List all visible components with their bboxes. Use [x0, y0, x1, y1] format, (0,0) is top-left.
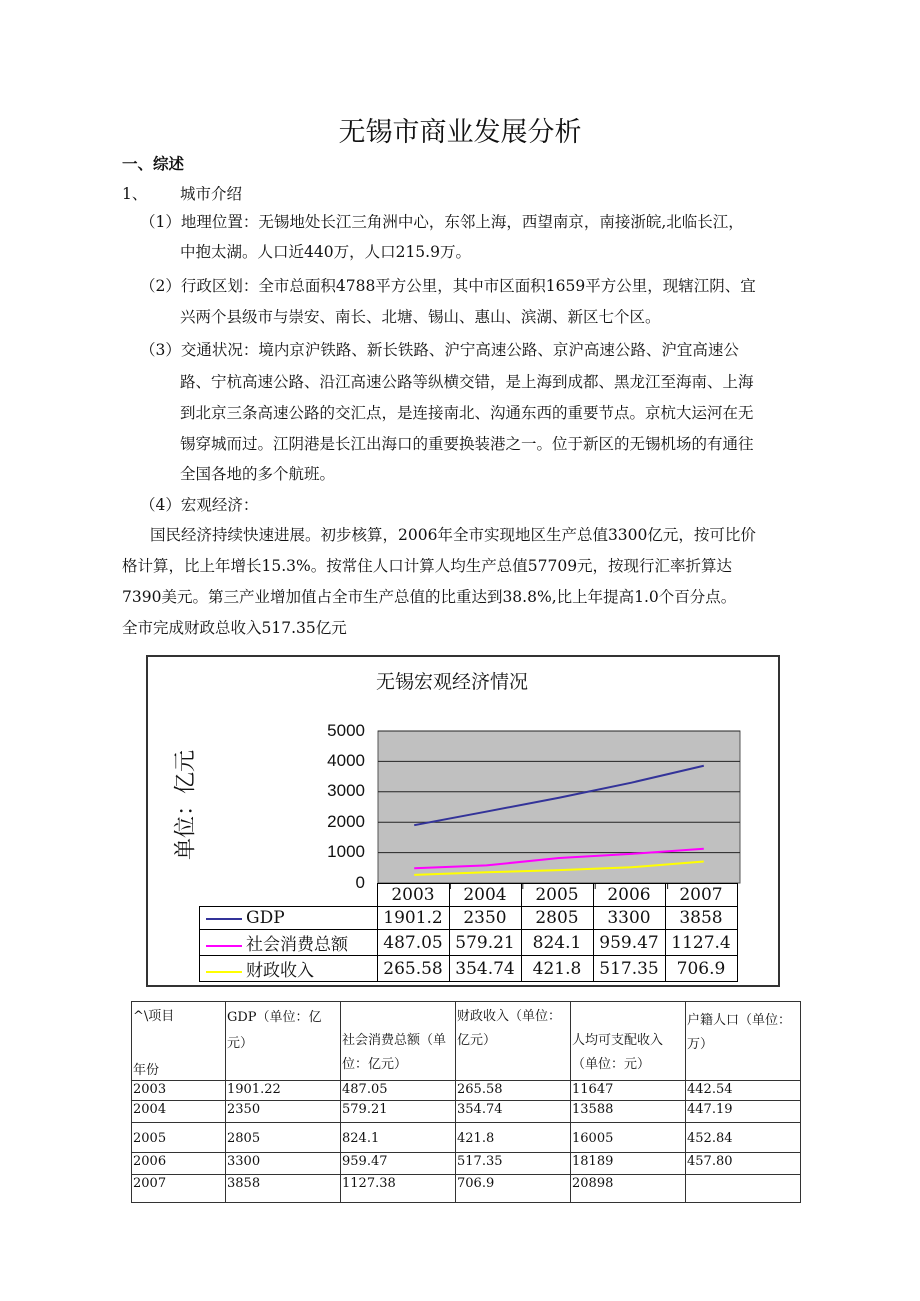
header-text: 万）: [687, 1037, 714, 1052]
traffic-line-2: 路、宁杭高速公路、沿江高速公路等纵横交错，是上海到成都、黑龙江至海南、上海: [180, 373, 754, 391]
admin-line-2: 兴两个县级市与崇安、南长、北塘、锡山、惠山、滨湖、新区七个区。: [180, 308, 661, 326]
chart-y-axis-label: 单位：亿元: [173, 749, 199, 861]
data-label: 1127.4: [665, 930, 737, 956]
header-text: 亿元）: [457, 1033, 497, 1048]
legend-swatch: [206, 971, 242, 973]
subsection-number: 1、: [122, 185, 148, 203]
traffic-line-3: 到北京三条高速公路的交汇点，是连接南北、沟通东西的重要节点。京杭大运河在无: [180, 404, 754, 422]
table-row: [132, 1153, 801, 1175]
legend-swatch: [206, 945, 242, 947]
table-cell: 706.9: [456, 1175, 571, 1203]
table-cell: 3858: [226, 1175, 341, 1203]
table-cell: 20898: [571, 1175, 686, 1203]
table-cell: 11647: [571, 1081, 686, 1101]
table-cell: 579.21: [341, 1101, 456, 1123]
plot-area: [378, 731, 740, 883]
traffic-line-1: （3）交通状况：境内京沪铁路、新长铁路、沪宁高速公路、京沪高速公路、沪宜高速公: [140, 341, 739, 359]
table-cell: 1127.38: [341, 1175, 456, 1203]
traffic-line-5: 全国各地的多个航班。: [180, 465, 336, 483]
table-cell: 2007: [132, 1175, 226, 1203]
data-table: [131, 1001, 801, 1203]
subsection-title: 城市介绍: [180, 185, 243, 203]
header-text: 财政收入（单位：: [457, 1009, 562, 1024]
legend-label: 社会消费总额: [246, 935, 348, 955]
data-label: 959.47: [593, 930, 665, 956]
header-consumption: [341, 1002, 456, 1081]
chart-table-corner: [200, 884, 378, 907]
header-text: GDP（单位：亿: [227, 1010, 322, 1025]
chart-table-row-consumption: [200, 930, 738, 956]
chart-category: 2004: [449, 884, 521, 907]
header-text: 位：亿元）: [342, 1057, 408, 1072]
geo-line-2: 中抱太湖。人口近440万，人口215.9万。: [180, 243, 471, 261]
table-cell: 2805: [226, 1123, 341, 1153]
header-item-label: ^\项目: [133, 1009, 175, 1024]
table-cell: 824.1: [341, 1123, 456, 1153]
table-cell: [686, 1175, 801, 1203]
header-text: （单位：元）: [572, 1057, 651, 1072]
table-cell: 13588: [571, 1101, 686, 1123]
table-cell: 2006: [132, 1153, 226, 1175]
chart-table-row-gdp: [200, 907, 738, 930]
chart-category: 2007: [665, 884, 737, 907]
table-cell: 2003: [132, 1081, 226, 1101]
table-cell: 457.80: [686, 1153, 801, 1175]
legend-entry-consumption: [200, 930, 378, 956]
macro-line-2: 格计算，比上年增长15.3%。按常住人口计算人均生产总值57709元，按现行汇率折算达: [122, 557, 733, 575]
header-population: [686, 1002, 801, 1081]
macro-line-3: 7390美元。第三产业增加值占全市生产总值的比重达到38.8%,比上年提高1.0个百分点。: [122, 588, 737, 606]
header-gdp: [226, 1002, 341, 1081]
macro-heading: （4）宏观经济：: [140, 496, 259, 514]
data-label: 265.58: [377, 956, 449, 982]
chart-table-row-revenue: [200, 956, 738, 982]
data-label: 3300: [593, 907, 665, 930]
macro-line-4: 全市完成财政总收入517.35亿元: [122, 619, 347, 637]
traffic-line-4: 锡穿城而过。江阴港是长江出海口的重要换装港之一。位于新区的无锡机场的有通往: [180, 435, 754, 453]
legend-entry-revenue: [200, 956, 378, 982]
page-title: 无锡市商业发展分析: [338, 117, 582, 148]
table-cell: 354.74: [456, 1101, 571, 1123]
table-cell: 517.35: [456, 1153, 571, 1175]
chart-category: 2003: [377, 884, 449, 907]
table-cell: 447.19: [686, 1101, 801, 1123]
y-tick-label: 1000: [327, 842, 365, 861]
data-label: 354.74: [449, 956, 521, 982]
chart-category: 2005: [521, 884, 593, 907]
y-tick-label: 3000: [327, 781, 365, 800]
table-cell: 959.47: [341, 1153, 456, 1175]
data-label: 824.1: [521, 930, 593, 956]
table-cell: 3300: [226, 1153, 341, 1175]
table-cell: 2350: [226, 1101, 341, 1123]
table-cell: 1901.22: [226, 1081, 341, 1101]
table-row: [132, 1101, 801, 1123]
table-cell: 18189: [571, 1153, 686, 1175]
header-income: [571, 1002, 686, 1081]
y-tick-label: 5000: [327, 721, 365, 740]
data-label: 517.35: [593, 956, 665, 982]
data-label: 2805: [521, 907, 593, 930]
data-label: 3858: [665, 907, 737, 930]
geo-line-1: （1）地理位置：无锡地处长江三角洲中心，东邻上海，西望南京，南接浙皖,北临长江，: [140, 213, 744, 231]
legend-entry-gdp: [200, 907, 378, 930]
table-cell: 16005: [571, 1123, 686, 1153]
macro-line-1: 国民经济持续快速进展。初步核算，2006年全市实现地区生产总值3300亿元，按可比价: [150, 526, 756, 544]
legend-label: 财政收入: [246, 961, 314, 981]
table-cell: 265.58: [456, 1081, 571, 1101]
table-cell: 487.05: [341, 1081, 456, 1101]
header-corner: [132, 1002, 226, 1081]
table-cell: 442.54: [686, 1081, 801, 1101]
data-label: 706.9: [665, 956, 737, 982]
table-header-row: [132, 1002, 801, 1081]
header-revenue: [456, 1002, 571, 1081]
header-year-label: 年份: [133, 1063, 160, 1078]
legend-label: GDP: [246, 908, 285, 928]
header-text: 人均可支配收入: [572, 1033, 664, 1048]
data-label: 579.21: [449, 930, 521, 956]
table-cell: 2005: [132, 1123, 226, 1153]
header-text: 户籍人口（单位：: [687, 1013, 792, 1028]
chart-category: 2006: [593, 884, 665, 907]
table-cell: 421.8: [456, 1123, 571, 1153]
y-tick-label: 0: [355, 873, 365, 892]
data-label: 487.05: [377, 930, 449, 956]
table-cell: 2004: [132, 1101, 226, 1123]
data-label: 2350: [449, 907, 521, 930]
admin-line-1: （2）行政区划：全市总面积4788平方公里，其中市区面积1659平方公里，现辖江阴、宜: [140, 277, 756, 295]
section-heading: 一、综述: [122, 155, 185, 173]
chart-title: 无锡宏观经济情况: [376, 671, 529, 693]
table-row: [132, 1081, 801, 1101]
data-label: 421.8: [521, 956, 593, 982]
table-row: [132, 1123, 801, 1153]
chart-data-table: [199, 883, 738, 982]
table-cell: 452.84: [686, 1123, 801, 1153]
table-row: [132, 1175, 801, 1203]
y-tick-label: 4000: [327, 751, 365, 770]
data-label: 1901.2: [377, 907, 449, 930]
legend-swatch: [206, 918, 242, 920]
header-text: 社会消费总额（单: [342, 1033, 447, 1048]
chart-table-header-row: [200, 884, 738, 907]
y-tick-label: 2000: [327, 812, 365, 831]
header-text: 元）: [227, 1036, 254, 1051]
